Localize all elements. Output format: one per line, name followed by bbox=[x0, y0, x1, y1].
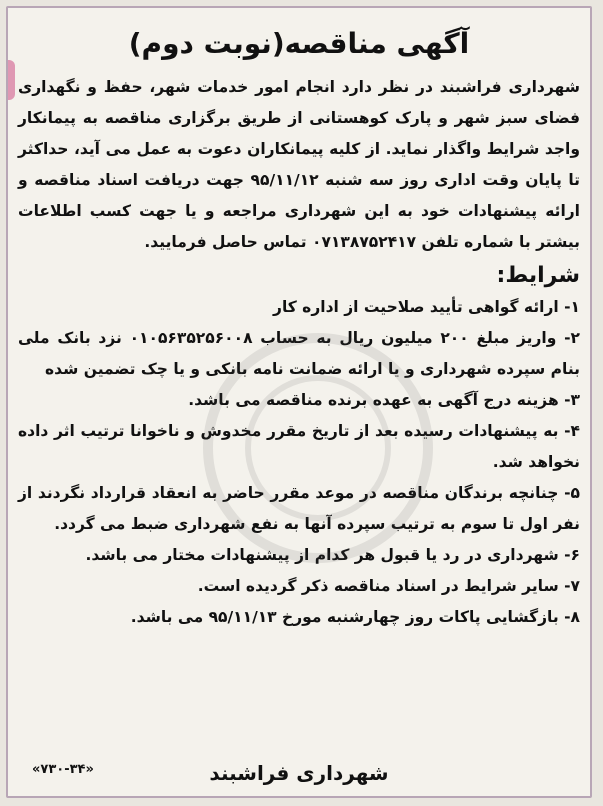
condition-item-3: ۳- هزینه درج آگهی به عهده برنده مناقصه می باشد. bbox=[188, 391, 580, 409]
condition-item-1: ۱- ارائه گواهی تأیید صلاحیت از اداره کار bbox=[273, 298, 580, 316]
condition-item-5: ۵- چنانچه برندگان مناقصه در موعد مقرر حاضر به انعقاد قرارداد نگردند از نفر اول تا سوم به ترتیب سپرده آنها به نفع شهرداری ضبط می گردد. bbox=[18, 484, 580, 533]
notice-footer bbox=[8, 758, 590, 788]
reference-code: «۷۳۰-۳۴» bbox=[32, 762, 94, 777]
notice-title: آگهی مناقصه(نوبت دوم) bbox=[128, 27, 470, 60]
notice-intro-paragraph: شهرداری فراشبند در نظر دارد انجام امور خدمات شهر، حفظ و نگهداری فضای سبز شهر و پارک کوهستانی از طریق برگزاری مناقصه به پیمانکار واجد شرایط واگذار نماید. از کلیه پیمانکاران دعوت به عمل می آید، حداکثر تا پایان وقت اداری روز سه شنبه ۹۵/۱۱/۱۲ جهت دریافت اسناد مناقصه و ارائه پیشنهادات خود به این شهرداری مراجعه و یا جهت کسب اطلاعات بیشتر با شماره تلفن ۰۷۱۳۸۷۵۲۴۱۷ تماس حاصل فرمایید. bbox=[18, 78, 580, 251]
condition-item-4: ۴- به پیشنهادات رسیده بعد از تاریخ مقرر مخدوش و ناخوانا ترتیب اثر داده نخواهد شد. bbox=[18, 422, 580, 471]
newspaper-notice bbox=[6, 6, 592, 798]
condition-item-6: ۶- شهرداری در رد یا قبول هر کدام از پیشنهادات مختار می باشد. bbox=[85, 546, 580, 564]
pink-edge-mark bbox=[8, 60, 15, 100]
signature-municipality: شهرداری فراشبند bbox=[209, 761, 389, 785]
condition-item-2: ۲- واریز مبلغ ۲۰۰ میلیون ریال به حساب ۰۱۰۵۶۳۵۲۵۶۰۰۸ نزد بانک ملی بنام سپرده شهرداری و یا ارائه ضمانت نامه بانکی و یا چک تضمین شده bbox=[18, 329, 581, 378]
conditions-heading: شرایط: bbox=[496, 263, 580, 288]
condition-item-8: ۸- بازگشایی پاکات روز چهارشنبه مورخ ۹۵/۱۱/۱۳ می باشد. bbox=[130, 608, 580, 626]
condition-item-7: ۷- سایر شرایط در اسناد مناقصه ذکر گردیده است. bbox=[197, 577, 580, 595]
